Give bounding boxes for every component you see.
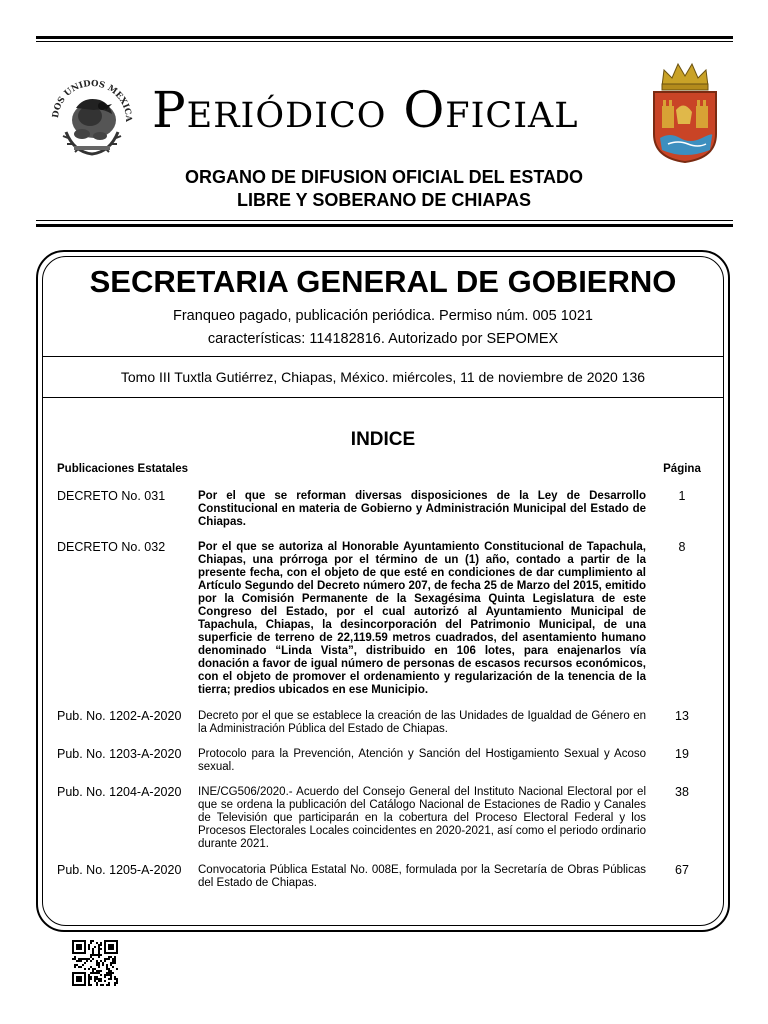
indice-title: INDICE bbox=[350, 429, 416, 450]
franqueo-line-2: características: 114182816. Autorizado por SEPOMEX bbox=[207, 331, 559, 347]
column-header-page: Página bbox=[663, 463, 701, 475]
page-title: Periódico Oficial bbox=[152, 81, 579, 139]
entry-page: 67 bbox=[675, 863, 689, 877]
entry-page: 8 bbox=[678, 540, 686, 554]
entry-code: DECRETO No. 031 bbox=[57, 489, 166, 503]
entry-code: Pub. No. 1202-A-2020 bbox=[57, 709, 182, 723]
entry-code: Pub. No. 1204-A-2020 bbox=[57, 785, 182, 799]
entry-description: INE/CG506/2020.- Acuerdo del Consejo General del Instituto Nacional Electoral por el que se ordena la publicación del Catálogo Nacional de Estaciones de Radio y Canales de Televisión que participarán en la cobertura del Proceso Electoral Federal y los Procesos Electorales Locales coincidentes en 2020-2021, así como el periodo ordinario durante 2021. bbox=[198, 786, 646, 850]
entry-description: Convocatoria Pública Estatal No. 008E, formulada por la Secretaría de Obras Públicas del Estado de Chiapas. bbox=[198, 864, 646, 889]
entry-page: 38 bbox=[675, 785, 689, 799]
header-top-rule-thin bbox=[36, 41, 733, 42]
header-top-rule bbox=[36, 36, 733, 39]
header-bottom-rule bbox=[36, 224, 733, 227]
divider-bottom bbox=[42, 397, 724, 398]
entry-code: Pub. No. 1205-A-2020 bbox=[57, 863, 182, 877]
seal-lettering: DOS UNIDOS MEXICA bbox=[50, 78, 134, 123]
franqueo-line-1: Franqueo pagado, publicación periódica. Permiso núm. 005 1021 bbox=[173, 308, 593, 324]
mexico-coat-of-arms-icon bbox=[44, 68, 140, 164]
entry-page: 1 bbox=[678, 489, 686, 503]
entry-page: 19 bbox=[675, 747, 689, 761]
issue-line: Tomo III Tuxtla Gutiérrez, Chiapas, México. miércoles, 11 de noviembre de 2020 136 bbox=[120, 369, 646, 385]
header-bottom-rule-thin bbox=[36, 220, 733, 221]
entry-description: Por el que se autoriza al Honorable Ayuntamiento Constitucional de Tapachula, Chiapas, una prórroga por el término de un (1) año, contado a partir de la presente fecha, con el objeto de que esté en condiciones de dar cumplimiento al Artículo Segundo del Decreto número 207, de fecha 25 de Marzo del 2015, emitido por la Comisión Permanente de la Sexagésima Quinta Legislatura de este Congreso del Estado, por el cual autorizó al Ayuntamiento Municipal de Tapachula, Chiapas, la desincorporación del Patrimonio Municipal, de una superficie de terreno de 22,119.59 metros cuadrados, del asentamiento humano denominado “Linda Vista”, distribuido en 106 lotes, para enajenarlos vía donación a favor de igual número de personas de escasos recursos económicos, con el objeto de promover el ordenamiento y regularización de la tenencia de la tierra; predios ubicados en ese Municipio. bbox=[198, 541, 646, 696]
entry-code: DECRETO No. 032 bbox=[57, 540, 166, 554]
qr-code-icon bbox=[72, 940, 118, 986]
entry-description: Protocolo para la Prevención, Atención y Sanción del Hostigamiento Sexual y Acoso sexual. bbox=[198, 748, 646, 773]
entry-page: 13 bbox=[675, 709, 689, 723]
entry-code: Pub. No. 1203-A-2020 bbox=[57, 747, 182, 761]
entry-description: Por el que se reforman diversas disposiciones de la Ley de Desarrollo Constitucional en materia de Gobierno y Administración Municipal del Estado de Chiapas. bbox=[198, 490, 646, 528]
divider-top bbox=[42, 356, 724, 357]
column-header-publications: Publicaciones Estatales bbox=[57, 463, 189, 475]
chiapas-coat-of-arms-icon bbox=[650, 60, 720, 164]
subtitle-line-2: LIBRE Y SOBERANO DE CHIAPAS bbox=[236, 190, 532, 210]
secretaria-title: SECRETARIA GENERAL DE GOBIERNO bbox=[89, 264, 677, 299]
subtitle-line-1: ORGANO DE DIFUSION OFICIAL DEL ESTADO bbox=[184, 167, 584, 187]
entry-description: Decreto por el que se establece la creación de las Unidades de Igualdad de Género en la Administración Pública del Estado de Chiapas. bbox=[198, 710, 646, 735]
